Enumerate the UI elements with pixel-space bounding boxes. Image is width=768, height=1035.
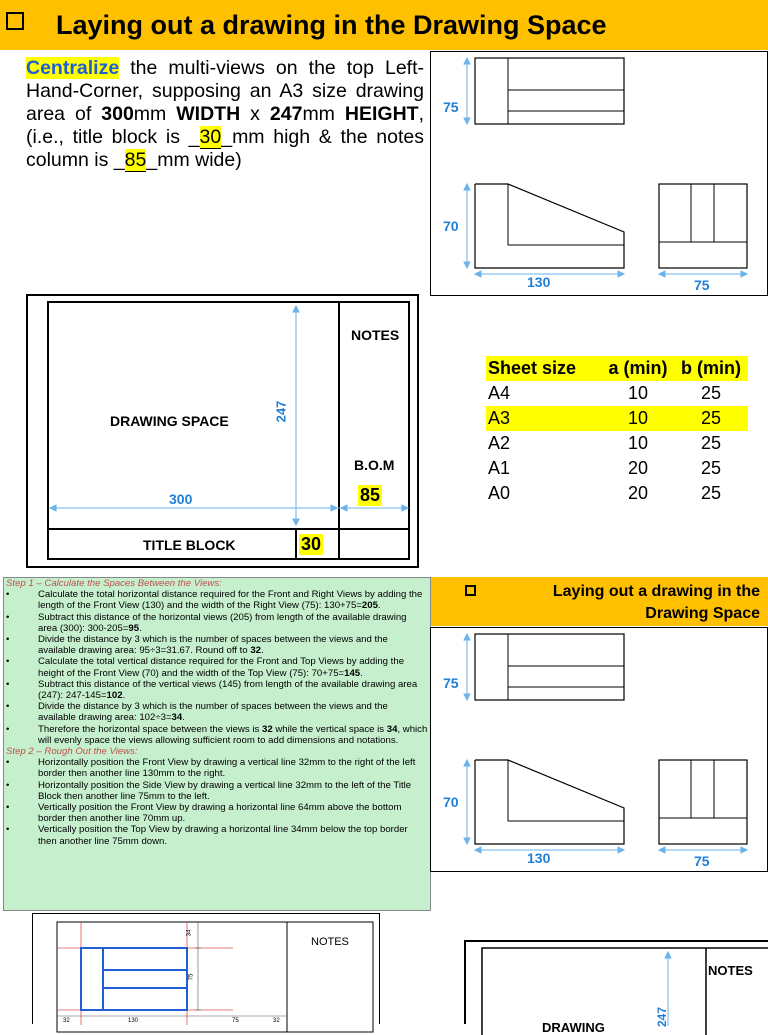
section-title-line1: Laying out a drawing in the [552,583,760,600]
sheet-width-dim: 300 [169,491,193,507]
height-value: 247 [269,103,303,125]
list-item [4,701,430,723]
table-cell: A1 [488,458,511,478]
front-view-width-dim: 130 [527,850,551,866]
table-header: Sheet size [488,358,577,378]
top-view-height-dim: 75 [443,675,459,691]
table-cell: 25 [700,458,722,478]
centralize-word: Centralize [26,57,120,79]
rough-dim-75: 75 [188,973,195,981]
title-block-mm: 30 [199,126,222,148]
step-text: while the vertical space is [272,723,387,735]
section-title-line2: Drawing Space [645,605,760,622]
step-text: . [360,667,363,679]
multiview-drawing-2 [431,628,768,873]
rough-dim-32-right: 32 [273,1018,280,1024]
table-header: a (min) [608,358,668,378]
front-view-height-dim: 70 [443,218,459,234]
step-text: Divide the distance by 3 which is the number of spaces between the views and the available drawing area: 95÷3=31.67. Round off to [38,634,388,657]
height-word: HEIGHT [344,103,419,125]
step2-heading: Step 2 – Rough Out the Views: [6,746,138,758]
list-item [4,634,430,656]
step-value: 34 [386,723,398,735]
list-item [4,612,430,634]
table-cell: 25 [700,408,722,428]
blank-pre: _ [188,126,200,148]
step-text: . [377,600,381,612]
table-row [486,381,748,406]
intro-paragraph [26,57,424,172]
side-view-width-dim: 75 [694,277,710,293]
step-text: . [182,712,185,724]
intro-text-1: the multi-views on the top Left-Hand-Corner, supposing an A3 size drawing area of [26,57,424,125]
section-header [431,577,768,626]
step-text: . [260,645,264,657]
table-row [486,456,748,481]
width-word: WIDTH [176,103,241,125]
front-view-height-dim: 70 [443,794,459,810]
table-header: b (min) [681,358,741,378]
side-view-width-dim: 75 [694,853,710,869]
multiview-panel [430,51,768,296]
intro-text-7: mm wide) [157,149,242,171]
table-cell: 10 [627,408,649,428]
page-title: Laying out a drawing in the Drawing Space [56,10,607,40]
table-cell: 25 [700,433,722,453]
table-cell: 10 [627,433,649,453]
rough-dim-130: 130 [128,1018,139,1024]
checkbox-bullet-icon [465,585,476,596]
list-item [4,656,430,678]
intro-text-2: mm [133,103,177,125]
notes-column-mm: 85 [124,149,147,171]
step-text: . [139,622,142,634]
list-item: • Vertically position the Top View by drawing a horizontal line 34mm below the top border then another line 75mm down. [4,824,430,846]
multiview-panel-2 [430,627,768,872]
step-text: Subtract this distance of the horizontal views (205) from length of the available drawing area (300): 300-205= [38,611,407,634]
rough-out-drawing [33,914,381,1025]
sheet2-drawing-label: DRAWING [542,1020,605,1035]
step-value: 32 [250,645,261,657]
table-row [486,431,748,456]
sheet-size-table [486,356,748,506]
sheet-layout [26,294,419,568]
step-value: 102 [106,690,123,702]
intro-text-3: x [240,103,270,125]
table-row [486,406,748,431]
step-value: 32 [261,723,273,735]
blank2-pre: _ [113,149,125,171]
step-text: Therefore the horizontal space between the views is [38,723,262,735]
step-value: 145 [344,667,361,679]
step-value: 205 [361,600,378,612]
table-cell: 25 [700,483,722,503]
table-cell: 10 [627,383,649,403]
sheet-layout-2 [464,940,768,1035]
page-header [0,0,768,50]
step-value: 95 [128,622,140,634]
step1-heading: Step 1 – Calculate the Spaces Between the Views: [6,578,222,589]
step-text: . [122,690,126,702]
top-view-height-dim: 75 [443,99,459,115]
table-cell: A4 [488,383,511,403]
drawing-space-label: DRAWING SPACE [110,413,229,429]
intro-text-5: , (i.e., title block is [26,103,424,148]
notes-label: NOTES [351,327,400,343]
notes-width-value: 85 [360,485,381,505]
sheet2-notes-label: NOTES [708,963,753,978]
rough-notes-label: NOTES [311,936,349,948]
list-item [4,679,430,701]
sheet2-height-dim: 247 [655,1006,670,1028]
bom-label: B.O.M [354,457,395,473]
width-value: 300 [101,103,134,125]
step-text: Divide the distance by 3 which is the number of spaces between the views and the available drawing area: 102÷3= [38,701,388,724]
steps-box [3,577,431,911]
blank-post: _ [221,126,233,148]
list-item: • Horizontally position the Side View by drawing a vertical line 32mm to the left of the Title Block then another line 75mm to the left. [4,780,430,802]
table-cell: 20 [627,483,649,503]
title-block-label: TITLE BLOCK [143,537,236,553]
step-text: Calculate the total vertical distance required for the Front and Top Views by adding the height of the Front View (70) and the width of the Top View (75): 70+75= [38,656,405,679]
list-item: • Horizontally position the Front View by drawing a vertical line 32mm to the right of the left border then another line 130mm to the right. [4,757,430,779]
intro-text-4: mm [302,103,345,125]
list-item [4,724,430,746]
multiview-drawing [431,52,768,297]
step-text: , which will evenly space the views allowing sufficient room to add dimensions and notations. [38,723,428,746]
sheet-layout-2-drawing [466,942,768,1026]
list-item [4,589,430,611]
table-cell: A0 [488,483,511,503]
rough-dim-75-bottom: 75 [232,1018,239,1024]
table-cell: 25 [700,383,722,403]
section-title [553,581,760,625]
intro-text-6: mm high & the notes column is [26,126,424,171]
title-height-value: 30 [301,534,322,554]
step-text: Calculate the total horizontal distance required for the Front and Right Views by adding the length of the Front View (130) and the width of the Right View (75): 130+75= [38,589,423,612]
table-cell: A3 [488,408,511,428]
table-cell: A2 [488,433,511,453]
rough-dim-34: 34 [186,929,193,937]
rough-dim-32-left: 32 [63,1018,70,1024]
rough-out-layout [32,913,380,1024]
step-text: Subtract this distance of the vertical views (145) from length of the available drawing area (247): 247-145= [38,678,418,702]
list-item: • Vertically position the Front View by drawing a horizontal line 64mm above the bottom border then another line 70mm up. [4,802,430,824]
sheet-height-dim: 247 [273,400,289,423]
blank2-post: _ [146,149,158,171]
table-row [486,481,748,506]
table-cell: 20 [627,458,649,478]
front-view-width-dim: 130 [527,274,551,290]
step-value: 34 [171,712,183,724]
table-header-row [486,356,748,381]
checkbox-bullet-icon [6,12,24,30]
